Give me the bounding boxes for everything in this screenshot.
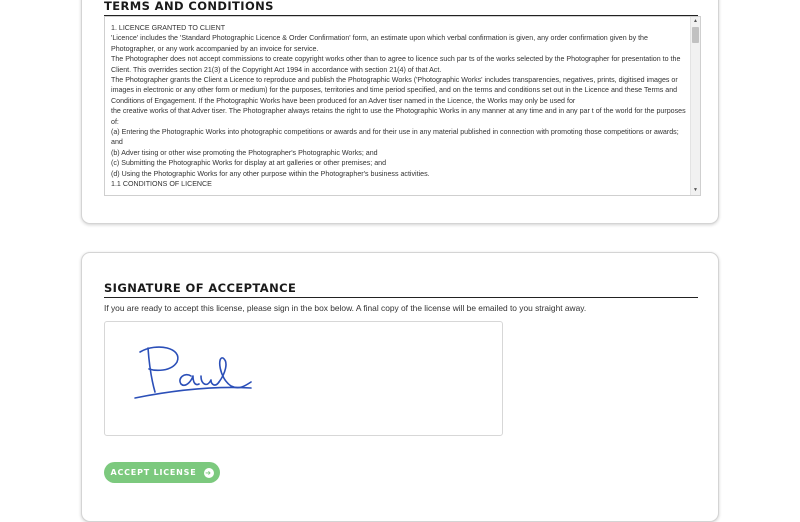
scroll-thumb[interactable]	[692, 27, 699, 43]
terms-paragraph: 'Licence' includes the 'Standard Photographic Licence & Order Confirmation' form, an estimate upon which verbal confirmation is given, any order confirmation given by the Photographer, or any work accompanied by an invoice for service.	[111, 34, 648, 53]
signature-title: SIGNATURE OF ACCEPTANCE	[104, 281, 698, 298]
signature-pad[interactable]	[104, 321, 503, 436]
signature-card	[81, 252, 719, 522]
signature-drawing	[105, 322, 504, 437]
terms-scrollbar[interactable]	[690, 17, 700, 195]
accept-license-button[interactable]	[104, 462, 220, 483]
accept-license-label: ACCEPT LICENSE	[110, 468, 197, 477]
terms-card	[81, 0, 719, 224]
terms-paragraph: the creative works of that Adver tiser. The Photographer always retains the right to use the Photographic Works in any manner at any time and in any par t of the world for the purposes of:	[111, 107, 686, 126]
terms-paragraph: (c) Submitting the Photographic Works for display at art galleries or other premises; and	[111, 159, 387, 168]
terms-title: TERMS AND CONDITIONS	[104, 0, 698, 16]
signature-instructions: If you are ready to accept this license, please sign in the box below. A final copy of the license will be emailed to you straight away.	[104, 303, 587, 313]
terms-paragraph: 1. LICENCE GRANTED TO CLIENT	[111, 24, 226, 32]
arrow-right-circle-icon: ➜	[205, 468, 212, 477]
terms-text	[111, 23, 686, 195]
terms-paragraph: (d) Using the Photographic Works for any other purpose within the Photographer's business activities.	[111, 169, 430, 178]
terms-paragraph: The Photographer does not accept commissions to create copyright works other than to agree to licence such par ts of the works selected by the Photographer for presentation to the Client. This overrides section 21(3) of the Copyright Act 1994 in accordance with section 21(4) of that Act.	[111, 55, 681, 74]
terms-paragraph: (b) Adver tising or other wise promoting the Photographer's Photographic Works; and	[111, 148, 378, 157]
terms-paragraph: (a) Entering the Photographic Works into photographic competitions or awards and for their use in any material published in connection with promoting those competitions or awards; and	[111, 128, 679, 147]
scroll-up-arrow-icon[interactable]: ▲	[693, 18, 698, 24]
terms-scroll-box[interactable]	[104, 16, 701, 196]
terms-paragraph: The Photographer grants the Client a Licence to reproduce and publish the Photographic Works ('Photographic Works' includes transparencies, negatives, prints, digitised images or images in electronic or any other form or medium) for the purposes, territories and time period specified, and on the terms and conditions set out in the Licence and these Terms and Conditions of Engagement. If the Photographic Works have been produced for an Adver tiser named in the Licence, the Works may only be used for	[111, 76, 678, 105]
scroll-down-arrow-icon[interactable]: ▼	[693, 187, 698, 193]
terms-paragraph: 1.1 CONDITIONS OF LICENCE	[111, 180, 212, 189]
